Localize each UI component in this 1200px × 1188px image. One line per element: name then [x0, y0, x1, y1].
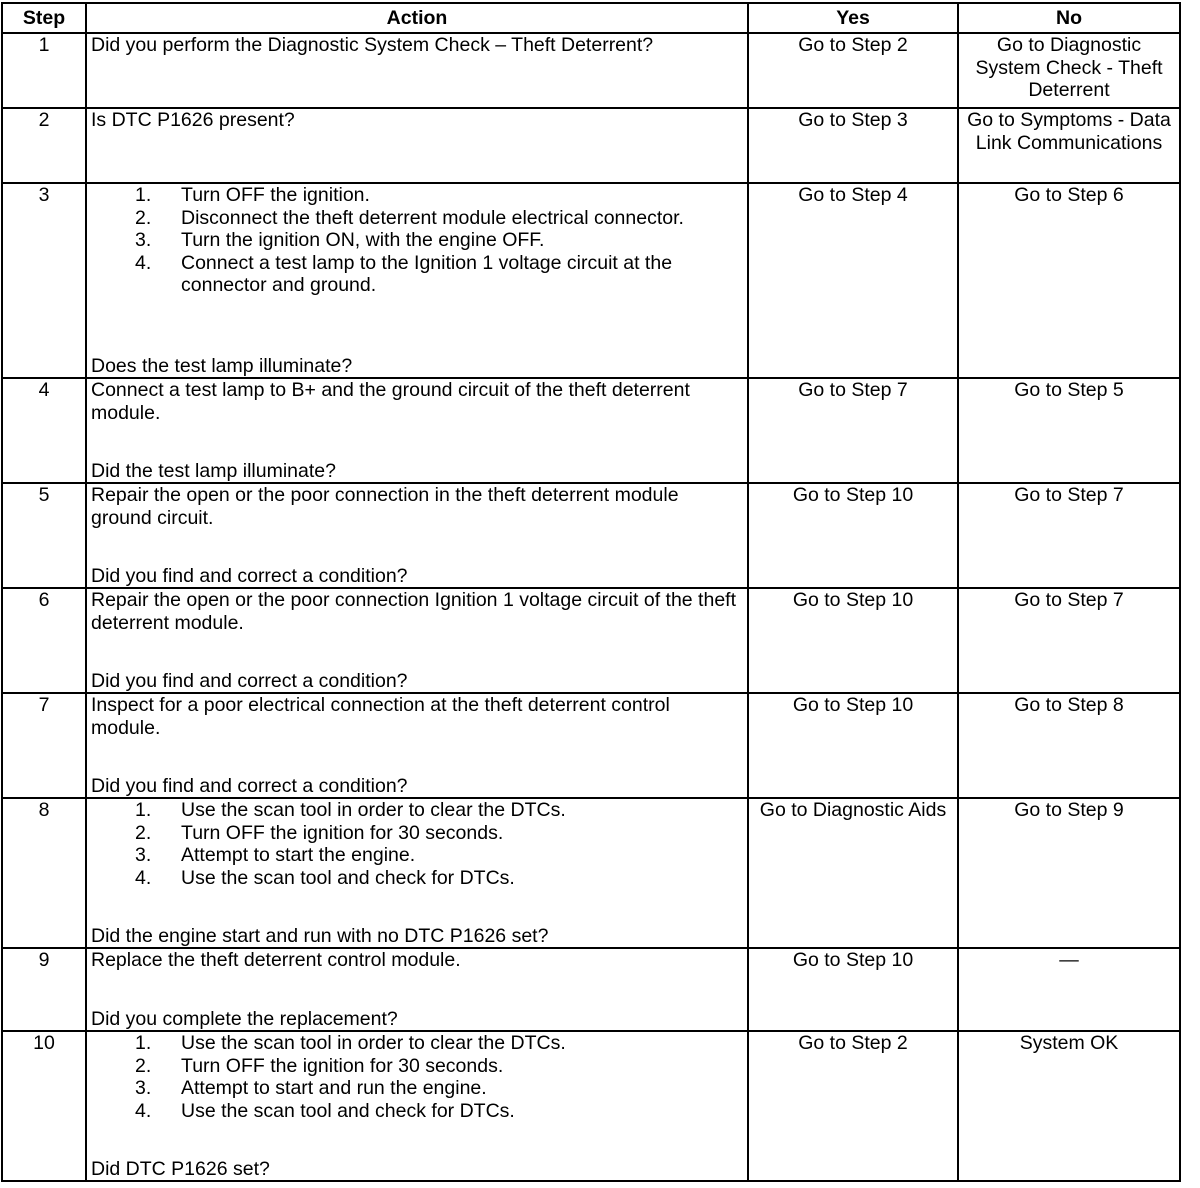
substep-text: Use the scan tool and check for DTCs.	[181, 1099, 515, 1122]
no-outcome: System OK	[958, 1031, 1180, 1181]
table-row	[2, 798, 1180, 948]
action-cell	[86, 798, 748, 948]
substep-text: Attempt to start and run the engine.	[181, 1077, 487, 1099]
step-number: 3	[2, 183, 86, 378]
action-question: Did you find and correct a condition?	[91, 774, 408, 797]
action-question: Did you find and correct a condition?	[91, 564, 408, 587]
yes-outcome: Go to Step 10	[748, 483, 958, 588]
step-number: 1	[2, 33, 86, 108]
step-number: 8	[2, 798, 86, 948]
action-instruction: Repair the open or the poor connection in the theft deterrent module ground circuit.	[91, 484, 679, 529]
substep-number: 3.	[135, 1077, 152, 1099]
action-question: Did the test lamp illuminate?	[91, 459, 336, 482]
action-cell	[86, 1031, 748, 1181]
substep-text: Turn OFF the ignition for 30 seconds.	[181, 821, 504, 844]
step-number: 4	[2, 378, 86, 483]
substep-number: 3.	[135, 229, 152, 251]
step-number: 7	[2, 693, 86, 798]
action-question: Does the test lamp illuminate?	[91, 354, 353, 377]
yes-outcome: Go to Step 3	[748, 108, 958, 183]
substep-number: 4.	[135, 251, 152, 274]
no-outcome: Go to Step 7	[958, 483, 1180, 588]
substep-text: Use the scan tool and check for DTCs.	[181, 866, 515, 889]
substep-text: Use the scan tool in order to clear the DTCs.	[181, 1032, 566, 1054]
table-row	[2, 378, 1180, 483]
header-no: No	[958, 3, 1180, 33]
table-row	[2, 33, 1180, 108]
substep-item	[135, 229, 743, 252]
action-cell	[86, 483, 748, 588]
substep-list	[91, 1032, 743, 1122]
action-instruction: Did you perform the Diagnostic System Check – Theft Deterrent?	[91, 34, 654, 56]
substep-text: Turn the ignition ON, with the engine OFF.	[181, 229, 545, 251]
header-step: Step	[2, 3, 86, 33]
substep-number: 1.	[135, 799, 152, 821]
header-row	[2, 3, 1180, 33]
table-row	[2, 108, 1180, 183]
action-cell	[86, 183, 748, 378]
substep-item	[135, 206, 743, 230]
action-question: Did the engine start and run with no DTC P1626 set?	[91, 924, 549, 947]
substep-text: Use the scan tool in order to clear the DTCs.	[181, 799, 566, 821]
table-row	[2, 483, 1180, 588]
action-instruction: Is DTC P1626 present?	[91, 109, 295, 131]
action-instruction: Inspect for a poor electrical connection at the theft deterrent control module.	[91, 694, 670, 739]
yes-outcome: Go to Step 2	[748, 1031, 958, 1181]
table-row	[2, 588, 1180, 693]
substep-text: Attempt to start the engine.	[181, 844, 416, 866]
yes-outcome: Go to Step 10	[748, 948, 958, 1031]
substep-text: Turn OFF the ignition for 30 seconds.	[181, 1054, 504, 1077]
yes-outcome: Go to Step 10	[748, 588, 958, 693]
substep-item	[135, 1032, 743, 1055]
substep-number: 3.	[135, 844, 152, 866]
table-row	[2, 948, 1180, 1031]
no-outcome: Go to Step 9	[958, 798, 1180, 948]
substep-item	[135, 184, 743, 207]
substep-number: 1.	[135, 184, 152, 206]
substep-item	[135, 251, 743, 297]
no-outcome: —	[958, 948, 1180, 1031]
action-cell	[86, 33, 748, 108]
action-cell	[86, 108, 748, 183]
no-outcome: Go to Diagnostic System Check - Theft Deterrent	[958, 33, 1180, 108]
yes-outcome: Go to Step 2	[748, 33, 958, 108]
substep-text: Turn OFF the ignition.	[181, 184, 370, 206]
yes-outcome: Go to Step 10	[748, 693, 958, 798]
substep-item	[135, 799, 743, 822]
substep-number: 4.	[135, 1099, 152, 1122]
action-cell	[86, 378, 748, 483]
substep-item	[135, 1054, 743, 1078]
substep-number: 2.	[135, 206, 152, 229]
substep-number: 2.	[135, 1054, 152, 1077]
substep-text: Disconnect the theft deterrent module electrical connector.	[181, 206, 684, 229]
substep-number: 1.	[135, 1032, 152, 1054]
step-number: 10	[2, 1031, 86, 1181]
step-number: 5	[2, 483, 86, 588]
substep-item	[135, 866, 743, 890]
no-outcome: Go to Step 8	[958, 693, 1180, 798]
yes-outcome: Go to Diagnostic Aids	[748, 798, 958, 948]
action-instruction: Connect a test lamp to B+ and the ground circuit of the theft deterrent module.	[91, 379, 690, 424]
substep-item	[135, 1077, 743, 1100]
yes-outcome: Go to Step 7	[748, 378, 958, 483]
substep-number: 4.	[135, 866, 152, 889]
header-yes: Yes	[748, 3, 958, 33]
substep-number: 2.	[135, 821, 152, 844]
action-cell	[86, 693, 748, 798]
action-cell	[86, 588, 748, 693]
table-row	[2, 183, 1180, 378]
substep-item	[135, 1099, 743, 1123]
no-outcome: Go to Step 5	[958, 378, 1180, 483]
table-row	[2, 693, 1180, 798]
no-outcome: Go to Step 6	[958, 183, 1180, 378]
yes-outcome: Go to Step 4	[748, 183, 958, 378]
step-number: 2	[2, 108, 86, 183]
action-instruction: Repair the open or the poor connection Ignition 1 voltage circuit of the theft deterrent module.	[91, 589, 736, 634]
action-question: Did you complete the replacement?	[91, 1007, 398, 1030]
substep-item	[135, 844, 743, 867]
substep-item	[135, 821, 743, 845]
no-outcome: Go to Symptoms - Data Link Communications	[958, 108, 1180, 183]
action-question: Did you find and correct a condition?	[91, 669, 408, 692]
no-outcome: Go to Step 7	[958, 588, 1180, 693]
substep-list	[91, 184, 743, 297]
action-instruction: Replace the theft deterrent control module.	[91, 949, 461, 971]
action-cell	[86, 948, 748, 1031]
substep-list	[91, 799, 743, 889]
step-number: 6	[2, 588, 86, 693]
action-question: Did DTC P1626 set?	[91, 1157, 270, 1180]
diagnostic-table	[1, 2, 1181, 1182]
header-action: Action	[86, 3, 748, 33]
table-row	[2, 1031, 1180, 1181]
step-number: 9	[2, 948, 86, 1031]
substep-text: Connect a test lamp to the Ignition 1 voltage circuit at the connector and ground.	[181, 251, 673, 296]
